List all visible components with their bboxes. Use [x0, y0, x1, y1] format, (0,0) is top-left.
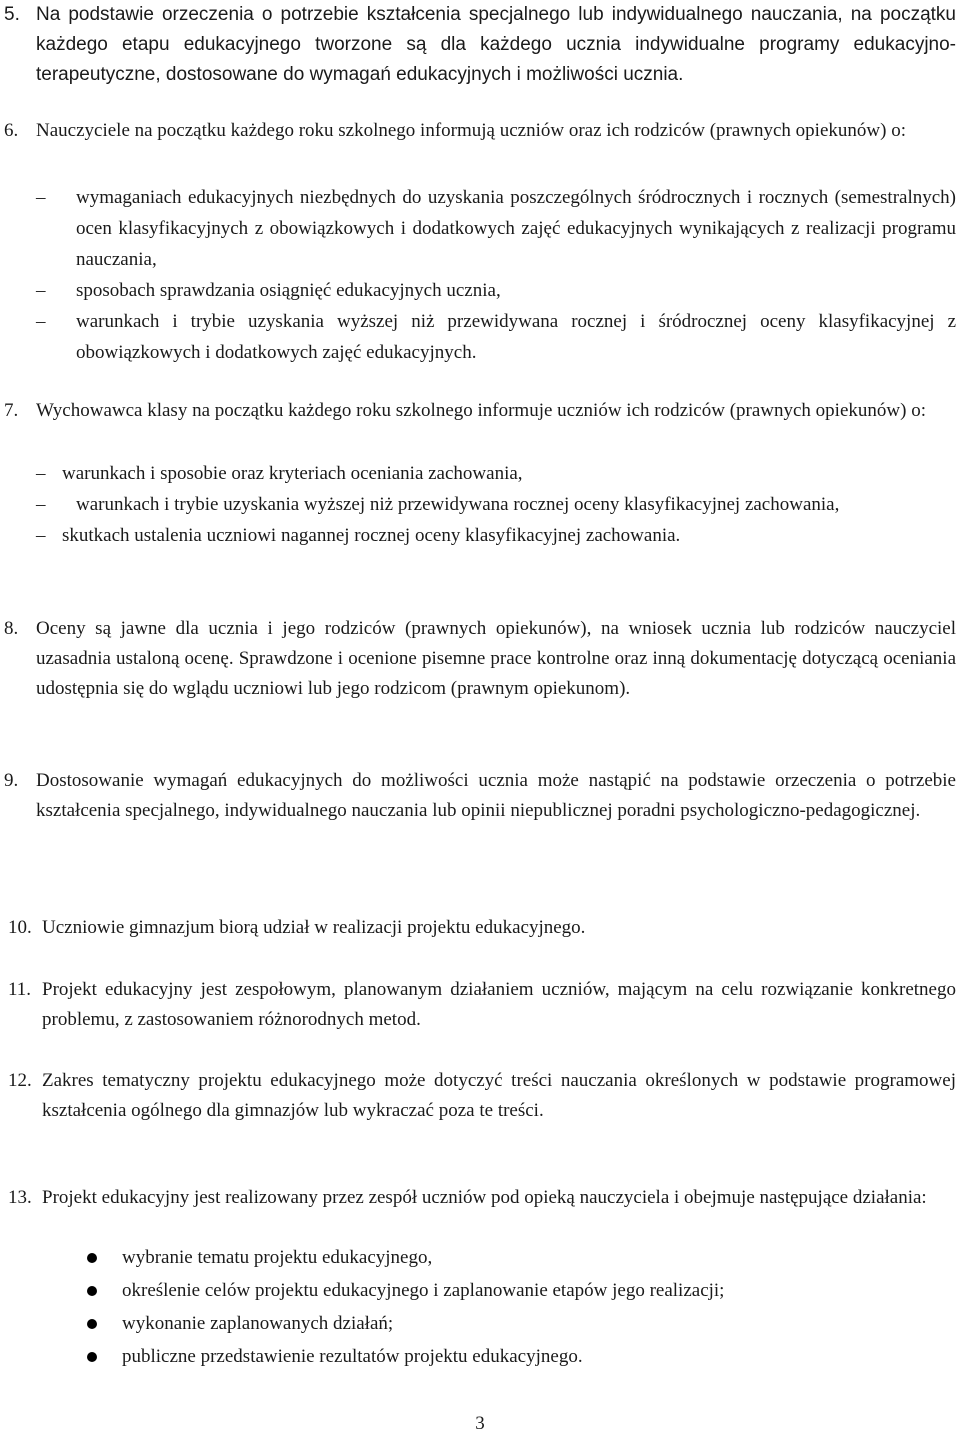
paragraph-number: 8.: [4, 618, 19, 639]
paragraph-text: Dostosowanie wymagań edukacyjnych do możliwości ucznia może nastąpić na podstawie orzeczenia o potrzebie kształcenia specjalnego, indywidualnego nauczania lub opinii niepublicznej poradni psychologiczno-pedagogicznej.: [36, 770, 956, 821]
paragraph-number: 10.: [8, 917, 32, 938]
paragraph-number: 12.: [8, 1070, 32, 1091]
bullet-icon: [87, 1352, 97, 1362]
list-item: [36, 458, 956, 489]
list-item: [0, 1274, 956, 1307]
list-item: [36, 182, 956, 275]
paragraph-text: Wychowawca klasy na początku każdego roku szkolnego informuje uczniów ich rodziców (prawnych opiekunów) o:: [36, 400, 926, 421]
bullet-icon: [87, 1286, 97, 1296]
dash-marker: –: [36, 494, 46, 515]
list-item-text: skutkach ustalenia uczniowi nagannej rocznej oceny klasyfikacyjnej zachowania.: [62, 525, 681, 546]
bullet-icon: [87, 1319, 97, 1329]
list-item: [36, 306, 956, 368]
list-item-text: warunkach i trybie uzyskania wyższej niż przewidywana rocznej i śródrocznej oceny klasyfikacyjnej z obowiązkowych i dodatkowych zajęć edukacyjnych.: [76, 311, 956, 363]
paragraph-text: Oceny są jawne dla ucznia i jego rodziców (prawnych opiekunów), na wniosek ucznia lub rodziców nauczyciel uzasadnia ustaloną ocenę. Sprawdzone i ocenione pisemne prace kontrolne oraz inną dokumentację dotyczącą oceniania udostępnia się do wglądu uczniowi lub jego rodzicom (prawnym opiekunom).: [36, 618, 956, 699]
paragraph-number: 13.: [8, 1187, 32, 1208]
requirements-list: [36, 182, 956, 368]
paragraph-number: 7.: [4, 400, 19, 421]
paragraph-number: 6.: [4, 120, 19, 141]
paragraph-number: 5.: [4, 4, 20, 25]
list-item-text: wybranie tematu projektu edukacyjnego,: [122, 1247, 433, 1268]
paragraph-text: Projekt edukacyjny jest zespołowym, planowanym działaniem uczniów, mającym na celu rozwiązanie konkretnego problemu, z zastosowaniem różnorodnych metod.: [42, 979, 956, 1030]
list-item: [36, 520, 956, 551]
list-item-text: sposobach sprawdzania osiągnięć edukacyjnych ucznia,: [76, 280, 501, 301]
paragraph-text: Uczniowie gimnazjum biorą udział w realizacji projektu edukacyjnego.: [42, 917, 586, 938]
list-item: [36, 275, 956, 306]
paragraph-number: 9.: [4, 770, 19, 791]
paragraph-text: Projekt edukacyjny jest realizowany przez zespół uczniów pod opieką nauczyciela i obejmuje następujące działania:: [42, 1187, 927, 1208]
dash-marker: –: [36, 280, 46, 301]
dash-marker: –: [36, 525, 46, 546]
paragraph-number: 11.: [8, 979, 32, 1000]
bullet-icon: [87, 1253, 97, 1263]
dash-marker: –: [36, 187, 46, 208]
list-item: [36, 489, 956, 520]
list-item-text: wykonanie zaplanowanych działań;: [122, 1313, 394, 1334]
list-item: [0, 1241, 956, 1274]
list-item-text: warunkach i sposobie oraz kryteriach oceniania zachowania,: [62, 463, 523, 484]
list-item-text: określenie celów projektu edukacyjnego i zaplanowanie etapów jego realizacji;: [122, 1280, 725, 1301]
list-item-text: wymaganiach edukacyjnych niezbędnych do uzyskania poszczególnych śródrocznych i rocznych (semestralnych) ocen klasyfikacyjnych z obowiązkowych i dodatkowych zajęć edukacyjnych wynikających z realizacji programu nauczania,: [76, 187, 956, 270]
page-number: 3: [475, 1413, 485, 1434]
dash-marker: –: [36, 463, 46, 484]
information-list: [36, 458, 956, 551]
dash-marker: –: [36, 311, 46, 332]
list-item: [0, 1307, 956, 1340]
list-item: [0, 1340, 956, 1373]
paragraph-text: Nauczyciele na początku każdego roku szkolnego informują uczniów oraz ich rodziców (prawnych opiekunów) o:: [36, 120, 906, 141]
paragraph-text: Zakres tematyczny projektu edukacyjnego może dotyczyć treści nauczania określonych w podstawie programowej kształcenia ogólnego dla gimnazjów lub wykraczać poza te treści.: [42, 1070, 956, 1121]
list-item-text: warunkach i trybie uzyskania wyższej niż przewidywana rocznej oceny klasyfikacyjnej zachowania,: [76, 494, 840, 515]
list-item-text: publiczne przedstawienie rezultatów projektu edukacyjnego.: [122, 1346, 583, 1367]
paragraph-text: Na podstawie orzeczenia o potrzebie kształcenia specjalnego lub indywidualnego nauczania, na początku każdego etapu edukacyjnego tworzone są dla każdego ucznia indywidualne programy edukacyjno-terapeutyczne, dostosowane do wymagań edukacyjnych i możliwości ucznia.: [36, 4, 956, 85]
project-activities-list: [0, 1241, 956, 1373]
